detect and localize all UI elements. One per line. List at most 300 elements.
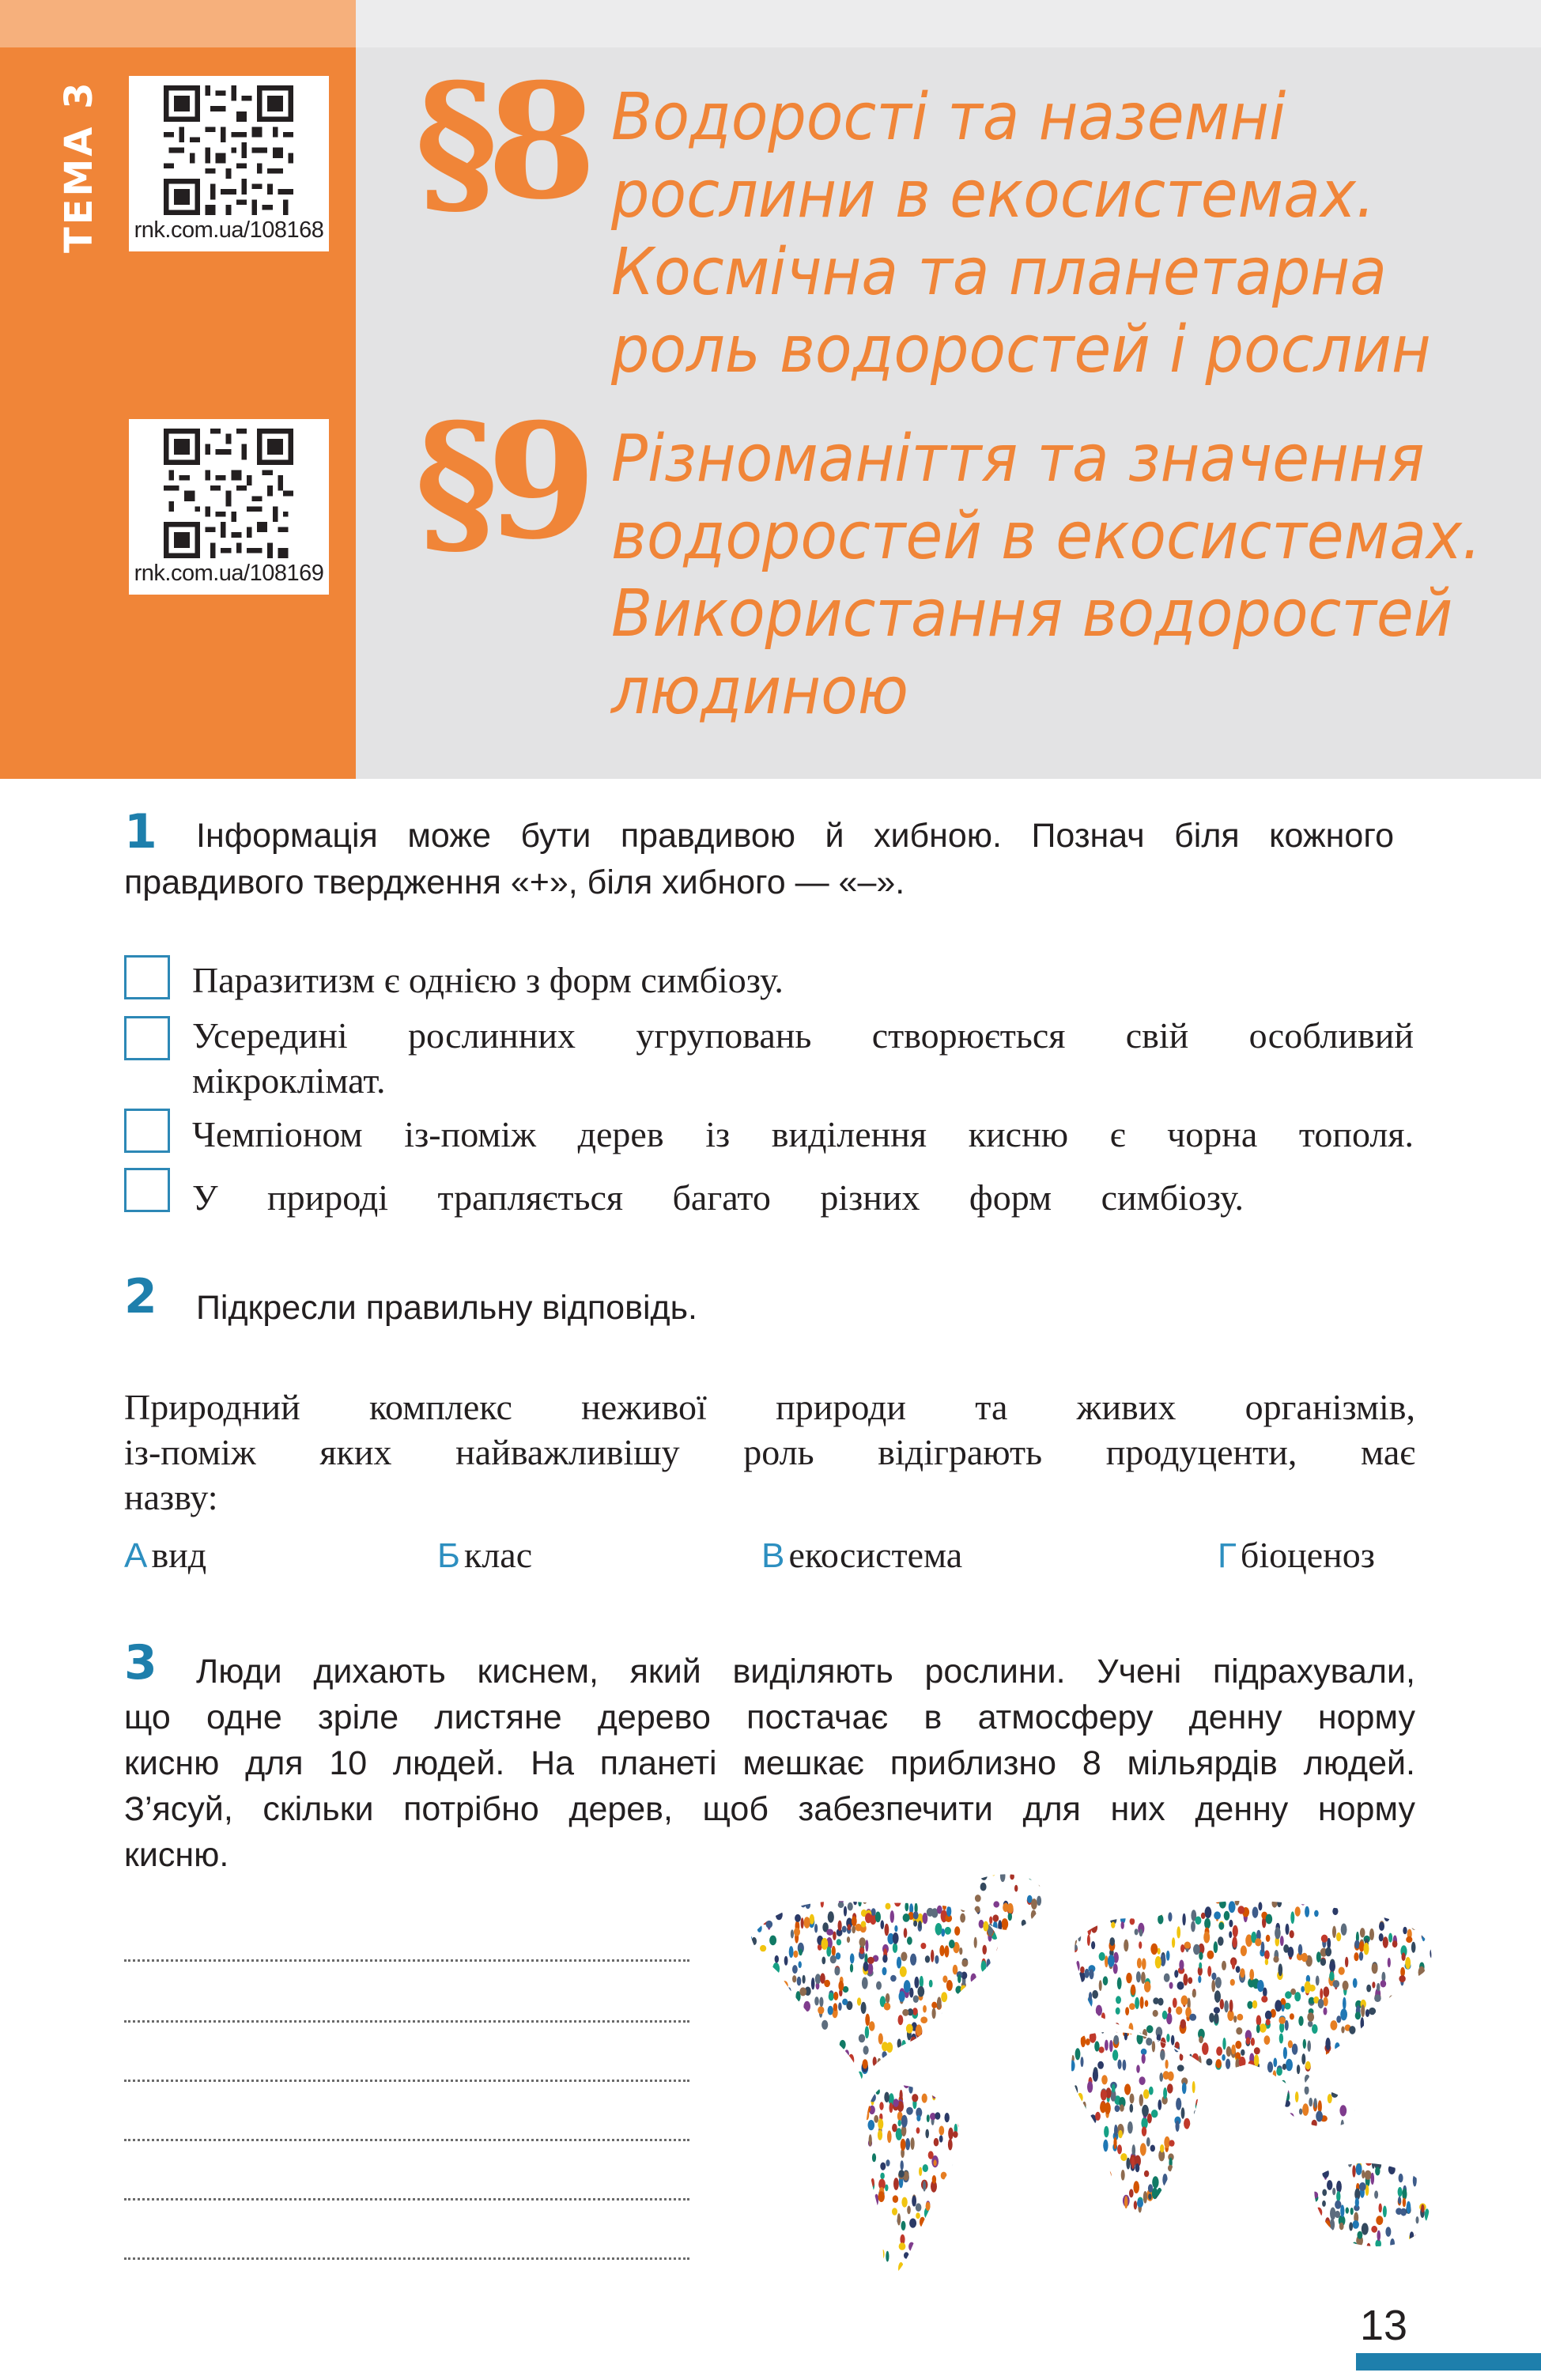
crowd-figure	[980, 2151, 984, 2159]
crowd-figure	[1440, 2211, 1443, 2219]
crowd-figure	[1028, 1872, 1034, 1880]
crowd-figure	[1214, 2191, 1218, 2198]
crowd-figure	[1136, 2222, 1141, 2229]
crowd-figure	[960, 1902, 966, 1912]
crowd-figure	[1142, 1959, 1146, 1970]
crowd-figure	[786, 2002, 791, 2010]
crowd-figure	[1088, 2247, 1093, 2256]
crowd-figure	[1234, 2240, 1239, 2251]
crowd-figure	[1005, 2049, 1010, 2059]
crowd-figure	[1367, 2148, 1372, 2159]
crowd-figure	[992, 1914, 999, 1921]
statement-4-checkbox[interactable]	[124, 1168, 170, 1212]
crowd-figure	[1109, 2186, 1116, 2199]
crowd-figure	[1285, 1991, 1292, 1999]
crowd-figure	[784, 2113, 789, 2121]
crowd-figure	[1131, 1985, 1135, 1996]
crowd-figure	[799, 2174, 805, 2184]
crowd-figure	[1369, 2110, 1374, 2121]
crowd-figure	[887, 2130, 892, 2143]
crowd-figure	[1261, 1996, 1267, 2003]
crowd-figure	[1027, 2250, 1031, 2257]
crowd-figure	[969, 2095, 974, 2104]
crowd-figure	[899, 1991, 905, 2002]
crowd-figure	[875, 2068, 882, 2077]
crowd-figure	[1082, 2102, 1086, 2110]
crowd-figure	[897, 2213, 901, 2225]
crowd-figure	[791, 1929, 794, 1938]
crowd-figure	[1335, 2271, 1343, 2278]
crowd-figure	[916, 2203, 922, 2212]
crowd-figure	[1167, 2264, 1173, 2271]
crowd-figure	[1298, 2016, 1303, 2027]
crowd-figure	[950, 2278, 954, 2285]
crowd-figure	[1290, 2013, 1294, 2019]
crowd-figure	[915, 2037, 921, 2049]
crowd-figure	[876, 2241, 882, 2252]
crowd-figure	[1364, 2277, 1370, 2284]
crowd-figure	[1007, 1940, 1011, 1949]
crowd-figure	[1165, 2288, 1171, 2293]
crowd-figure	[1329, 1971, 1334, 1981]
crowd-figure	[818, 2170, 825, 2182]
crowd-figure	[1226, 2059, 1230, 2069]
crowd-figure	[1295, 1906, 1301, 1916]
crowd-figure	[1021, 1944, 1025, 1950]
crowd-figure	[1009, 1990, 1012, 2002]
crowd-figure	[1052, 2225, 1056, 2238]
crowd-figure	[1168, 2255, 1172, 2265]
crowd-figure	[873, 1881, 878, 1887]
crowd-figure	[1056, 2256, 1059, 2265]
crowd-figure	[1305, 2086, 1309, 2095]
crowd-figure	[1032, 2239, 1037, 2250]
crowd-figure	[1096, 2284, 1099, 2293]
crowd-figure	[1201, 2171, 1205, 2179]
crowd-figure	[1247, 2170, 1253, 2178]
crowd-figure	[1216, 1878, 1222, 1889]
task-3-text-line: З’ясуй, скільки потрібно дерев, щоб забезпечити для них денну норму	[124, 1790, 1415, 1828]
crowd-figure	[985, 2141, 991, 2152]
crowd-figure	[1194, 2128, 1199, 2139]
crowd-figure	[909, 2219, 916, 2228]
crowd-figure	[1091, 1921, 1098, 1933]
crowd-figure	[1267, 2242, 1273, 2250]
crowd-figure	[1330, 1875, 1335, 1885]
crowd-figure	[844, 1906, 847, 1917]
crowd-figure	[852, 2095, 856, 2102]
crowd-figure	[1209, 2265, 1214, 2271]
top-band-gray	[356, 0, 1541, 47]
crowd-figure	[878, 2033, 883, 2044]
crowd-figure	[1003, 2174, 1007, 2185]
crowd-figure	[1089, 1887, 1094, 1900]
crowd-figure	[1350, 2272, 1356, 2282]
statement-1-checkbox[interactable]	[124, 955, 170, 999]
answer-line[interactable]	[124, 2198, 689, 2201]
crowd-figure	[923, 1913, 928, 1924]
crowd-figure	[1109, 2199, 1114, 2212]
crowd-figure	[1118, 1866, 1124, 1871]
crowd-figure	[1274, 1879, 1278, 1892]
crowd-figure	[1377, 2066, 1380, 2073]
crowd-figure	[814, 1924, 818, 1933]
crowd-figure	[947, 2072, 951, 2079]
crowd-figure	[735, 2246, 739, 2253]
crowd-figure	[1282, 2128, 1289, 2136]
crowd-figure	[1373, 2124, 1378, 2136]
theme-label: ТЕМА 3	[57, 80, 101, 253]
crowd-figure	[1406, 2279, 1412, 2286]
crowd-figure	[1007, 1937, 1010, 1945]
crowd-figure	[1314, 2149, 1320, 2161]
crowd-figure	[916, 2115, 920, 2121]
crowd-figure	[1048, 2036, 1052, 2043]
crowd-figure	[1252, 2247, 1257, 2258]
answer-option-v[interactable]	[761, 1534, 962, 1576]
crowd-figure	[1214, 1941, 1218, 1953]
crowd-figure	[1421, 1924, 1426, 1932]
crowd-figure	[1264, 2035, 1271, 2045]
crowd-figure	[894, 2061, 901, 2069]
crowd-figure	[761, 2083, 769, 2093]
world-map-illustration	[735, 1866, 1447, 2293]
crowd-figure	[1308, 1866, 1311, 1869]
crowd-figure	[1045, 1914, 1050, 1921]
crowd-figure	[1430, 2114, 1434, 2120]
crowd-figure	[809, 2117, 812, 2123]
crowd-figure	[909, 2061, 915, 2071]
crowd-figure	[863, 2046, 869, 2054]
crowd-figure	[917, 1986, 924, 1997]
crowd-figure	[1211, 2239, 1217, 2246]
crowd-figure	[783, 1868, 789, 1876]
crowd-figure	[1318, 1999, 1324, 2008]
crowd-figure	[1084, 1880, 1091, 1887]
crowd-figure	[1242, 2189, 1247, 2199]
crowd-figure	[925, 2035, 930, 2047]
crowd-figure	[1060, 2257, 1063, 2267]
crowd-figure	[1093, 2256, 1096, 2263]
crowd-figure	[1019, 2127, 1025, 2134]
crowd-figure	[1399, 1879, 1407, 1888]
crowd-figure	[808, 1868, 812, 1879]
crowd-figure	[1323, 1986, 1329, 1997]
crowd-figure	[828, 2096, 833, 2109]
crowd-figure	[1433, 2041, 1440, 2049]
crowd-figure	[1422, 2169, 1427, 2178]
crowd-figure	[1328, 1895, 1335, 1903]
crowd-figure	[969, 2280, 973, 2292]
crowd-figure	[1102, 2259, 1106, 2269]
crowd-figure	[772, 2141, 779, 2151]
crowd-figure	[1083, 1904, 1090, 1910]
answer-option-g[interactable]	[1218, 1534, 1375, 1576]
crowd-figure	[986, 1959, 990, 1970]
crowd-figure	[1330, 1866, 1336, 1878]
crowd-figure	[910, 2037, 916, 2047]
crowd-figure	[1087, 1923, 1091, 1935]
crowd-figure	[1127, 1887, 1132, 1898]
crowd-figure	[919, 2240, 923, 2249]
crowd-figure	[1358, 2037, 1363, 2046]
crowd-figure	[814, 2106, 818, 2114]
crowd-figure	[1130, 2239, 1137, 2249]
crowd-figure	[865, 1940, 868, 1951]
answer-option-b[interactable]	[437, 1534, 532, 1576]
crowd-figure	[787, 1987, 791, 1993]
crowd-figure	[821, 2126, 826, 2133]
crowd-figure	[892, 2208, 897, 2216]
crowd-figure	[1109, 2040, 1113, 2052]
crowd-figure	[1213, 2184, 1219, 2194]
crowd-figure	[1081, 2106, 1086, 2117]
crowd-figure	[815, 2046, 821, 2055]
crowd-figure	[1115, 2105, 1120, 2112]
crowd-figure	[1081, 2201, 1086, 2211]
crowd-figure	[1302, 2198, 1308, 2208]
crowd-figure	[736, 1980, 739, 1989]
crowd-figure	[1094, 2041, 1099, 2051]
crowd-figure	[1150, 1892, 1154, 1902]
crowd-figure	[1364, 1943, 1369, 1955]
crowd-figure	[1081, 2129, 1085, 2138]
crowd-figure	[787, 2038, 795, 2046]
crowd-figure	[967, 2133, 972, 2144]
crowd-figure	[1261, 2087, 1267, 2099]
crowd-figure	[1061, 2136, 1066, 2148]
answer-option-a[interactable]	[124, 1534, 206, 1576]
crowd-figure	[751, 2034, 757, 2041]
crowd-figure	[1445, 1868, 1447, 1876]
crowd-figure	[1411, 1874, 1414, 1880]
statement-3-checkbox[interactable]	[124, 1109, 170, 1153]
crowd-figure	[1040, 2092, 1045, 2103]
crowd-figure	[1027, 1998, 1031, 2009]
crowd-figure	[1355, 2101, 1359, 2111]
answer-line[interactable]	[124, 2020, 689, 2023]
crowd-figure	[949, 1866, 953, 1872]
crowd-figure	[1403, 2246, 1408, 2255]
crowd-figure	[1093, 2140, 1100, 2151]
crowd-figure	[944, 1945, 949, 1957]
crowd-figure	[1430, 2024, 1436, 2036]
crowd-figure	[991, 1964, 995, 1971]
crowd-figure	[935, 1955, 939, 1964]
crowd-figure	[1183, 2238, 1188, 2246]
crowd-figure	[1383, 2094, 1390, 2104]
crowd-figure	[807, 2111, 814, 2122]
crowd-figure	[835, 2151, 838, 2161]
crowd-figure	[1124, 2032, 1127, 2041]
crowd-figure	[1233, 2165, 1240, 2174]
crowd-figure	[999, 2159, 1003, 2168]
qr-card-108169[interactable]	[129, 419, 329, 595]
crowd-figure	[920, 2217, 925, 2227]
crowd-figure	[854, 2229, 858, 2236]
crowd-figure	[784, 2271, 791, 2279]
crowd-figure	[1400, 2154, 1403, 2167]
crowd-figure	[1328, 2060, 1335, 2072]
crowd-figure	[971, 2223, 977, 2230]
crowd-figure	[1401, 2122, 1406, 2129]
crowd-figure	[889, 2102, 893, 2113]
crowd-figure	[1186, 2246, 1193, 2253]
crowd-figure	[735, 2178, 738, 2189]
crowd-figure	[757, 2092, 762, 2099]
crowd-figure	[1388, 2272, 1393, 2280]
crowd-figure	[1339, 1967, 1345, 1975]
crowd-figure	[1222, 2117, 1228, 2125]
crowd-figure	[769, 2226, 772, 2234]
crowd-figure	[1366, 2243, 1370, 2253]
crowd-figure	[897, 2051, 901, 2061]
crowd-figure	[1288, 2113, 1294, 2121]
crowd-figure	[1095, 2215, 1099, 2227]
crowd-figure	[950, 2280, 954, 2287]
crowd-figure	[850, 1866, 855, 1870]
crowd-figure	[782, 2050, 789, 2057]
answer-line[interactable]	[124, 1959, 689, 1962]
crowd-figure	[832, 2270, 837, 2277]
crowd-figure	[871, 2178, 874, 2187]
crowd-figure	[968, 2215, 972, 2223]
crowd-figure	[1418, 2070, 1423, 2078]
answer-line[interactable]	[124, 2139, 689, 2141]
crowd-figure	[1094, 1867, 1101, 1875]
crowd-figure	[1105, 2040, 1109, 2051]
qr-card-108168[interactable]	[129, 76, 329, 251]
crowd-figure	[1368, 1866, 1373, 1873]
crowd-figure	[1442, 1886, 1447, 1897]
answer-line[interactable]	[124, 2080, 689, 2082]
crowd-figure	[822, 2092, 829, 2101]
crowd-figure	[1280, 2114, 1283, 2121]
crowd-figure	[939, 2219, 943, 2226]
crowd-figure	[1325, 2038, 1330, 2050]
crowd-figure	[1187, 1886, 1193, 1897]
crowd-figure	[1139, 1929, 1143, 1937]
crowd-figure	[1322, 2264, 1328, 2272]
crowd-figure	[1050, 2070, 1056, 2076]
crowd-figure	[1228, 2279, 1233, 2290]
crowd-figure	[1305, 2164, 1309, 2176]
crowd-figure	[743, 1917, 748, 1926]
crowd-figure	[965, 2171, 969, 2182]
crowd-figure	[1037, 1878, 1044, 1884]
crowd-figure	[1256, 2024, 1260, 2033]
statement-2-checkbox[interactable]	[124, 1016, 170, 1060]
crowd-figure	[1407, 1906, 1414, 1917]
crowd-figure	[1012, 2011, 1017, 2019]
crowd-figure	[1366, 1985, 1371, 1993]
crowd-figure	[916, 1878, 920, 1889]
crowd-figure	[1160, 2144, 1164, 2152]
crowd-figure	[841, 2186, 846, 2196]
crowd-figure	[907, 1936, 912, 1944]
crowd-figure	[1103, 2140, 1108, 2152]
crowd-figure	[1289, 2265, 1296, 2278]
crowd-figure	[1158, 2257, 1163, 2268]
answer-line[interactable]	[124, 2257, 689, 2260]
crowd-figure	[863, 1962, 869, 1971]
crowd-figure	[1203, 2121, 1208, 2128]
crowd-figure	[1093, 1895, 1099, 1905]
crowd-figure	[840, 2236, 844, 2246]
crowd-figure	[913, 2265, 918, 2274]
crowd-figure	[880, 2163, 886, 2170]
crowd-figure	[1075, 2048, 1081, 2060]
crowd-figure	[1390, 2238, 1395, 2249]
crowd-figure	[1422, 2072, 1427, 2083]
crowd-figure	[1390, 2053, 1396, 2063]
crowd-figure	[1252, 1907, 1259, 1918]
crowd-figure	[976, 2079, 980, 2087]
crowd-figure	[1263, 2072, 1268, 2082]
crowd-figure	[834, 1967, 840, 1976]
crowd-figure	[1436, 2154, 1443, 2164]
crowd-figure	[964, 2117, 968, 2125]
crowd-figure	[1254, 2066, 1259, 2078]
crowd-figure	[1027, 2082, 1031, 2092]
crowd-figure	[913, 1921, 917, 1927]
crowd-figure	[1169, 2212, 1177, 2219]
crowd-figure	[1229, 1931, 1232, 1938]
crowd-figure	[851, 2098, 857, 2107]
crowd-figure	[836, 2127, 840, 2136]
crowd-figure	[873, 1890, 877, 1902]
crowd-figure	[1237, 2114, 1241, 2121]
crowd-figure	[1206, 2071, 1212, 2078]
crowd-figure	[1375, 2167, 1380, 2175]
crowd-figure	[874, 2115, 878, 2123]
crowd-figure	[1038, 1879, 1041, 1887]
crowd-figure	[1198, 2140, 1201, 2151]
crowd-figure	[1398, 2187, 1403, 2197]
crowd-figure	[1230, 1979, 1235, 1986]
crowd-figure	[773, 1898, 777, 1908]
crowd-figure	[1000, 1870, 1006, 1882]
crowd-figure	[737, 2110, 742, 2118]
crowd-figure	[945, 2113, 950, 2122]
crowd-figure	[1183, 1974, 1188, 1985]
crowd-figure	[1266, 2019, 1271, 2025]
page-number: 13	[1360, 2302, 1408, 2349]
crowd-figure	[1308, 2021, 1312, 2027]
crowd-figure	[864, 2105, 871, 2113]
crowd-figure	[1421, 2257, 1427, 2268]
crowd-figure	[1172, 1937, 1175, 1947]
crowd-figure	[763, 2157, 768, 2167]
crowd-figure	[1381, 2140, 1386, 2149]
crowd-figure	[1379, 2091, 1385, 2099]
crowd-figure	[1052, 2211, 1058, 2222]
crowd-figure	[1207, 2158, 1210, 2167]
crowd-figure	[1054, 2023, 1058, 2032]
crowd-figure	[1244, 2076, 1248, 2083]
crowd-figure	[1313, 2098, 1316, 2108]
crowd-figure	[824, 1980, 830, 1987]
crowd-figure	[744, 1999, 748, 2006]
crowd-figure	[1393, 2260, 1399, 2269]
crowd-figure	[981, 1869, 988, 1877]
crowd-figure	[997, 1946, 1001, 1959]
qr-code-icon	[164, 429, 293, 558]
crowd-figure	[981, 2055, 986, 2065]
crowd-figure	[946, 2092, 950, 2105]
crowd-figure	[1018, 1985, 1022, 1994]
crowd-figure	[963, 2278, 970, 2287]
